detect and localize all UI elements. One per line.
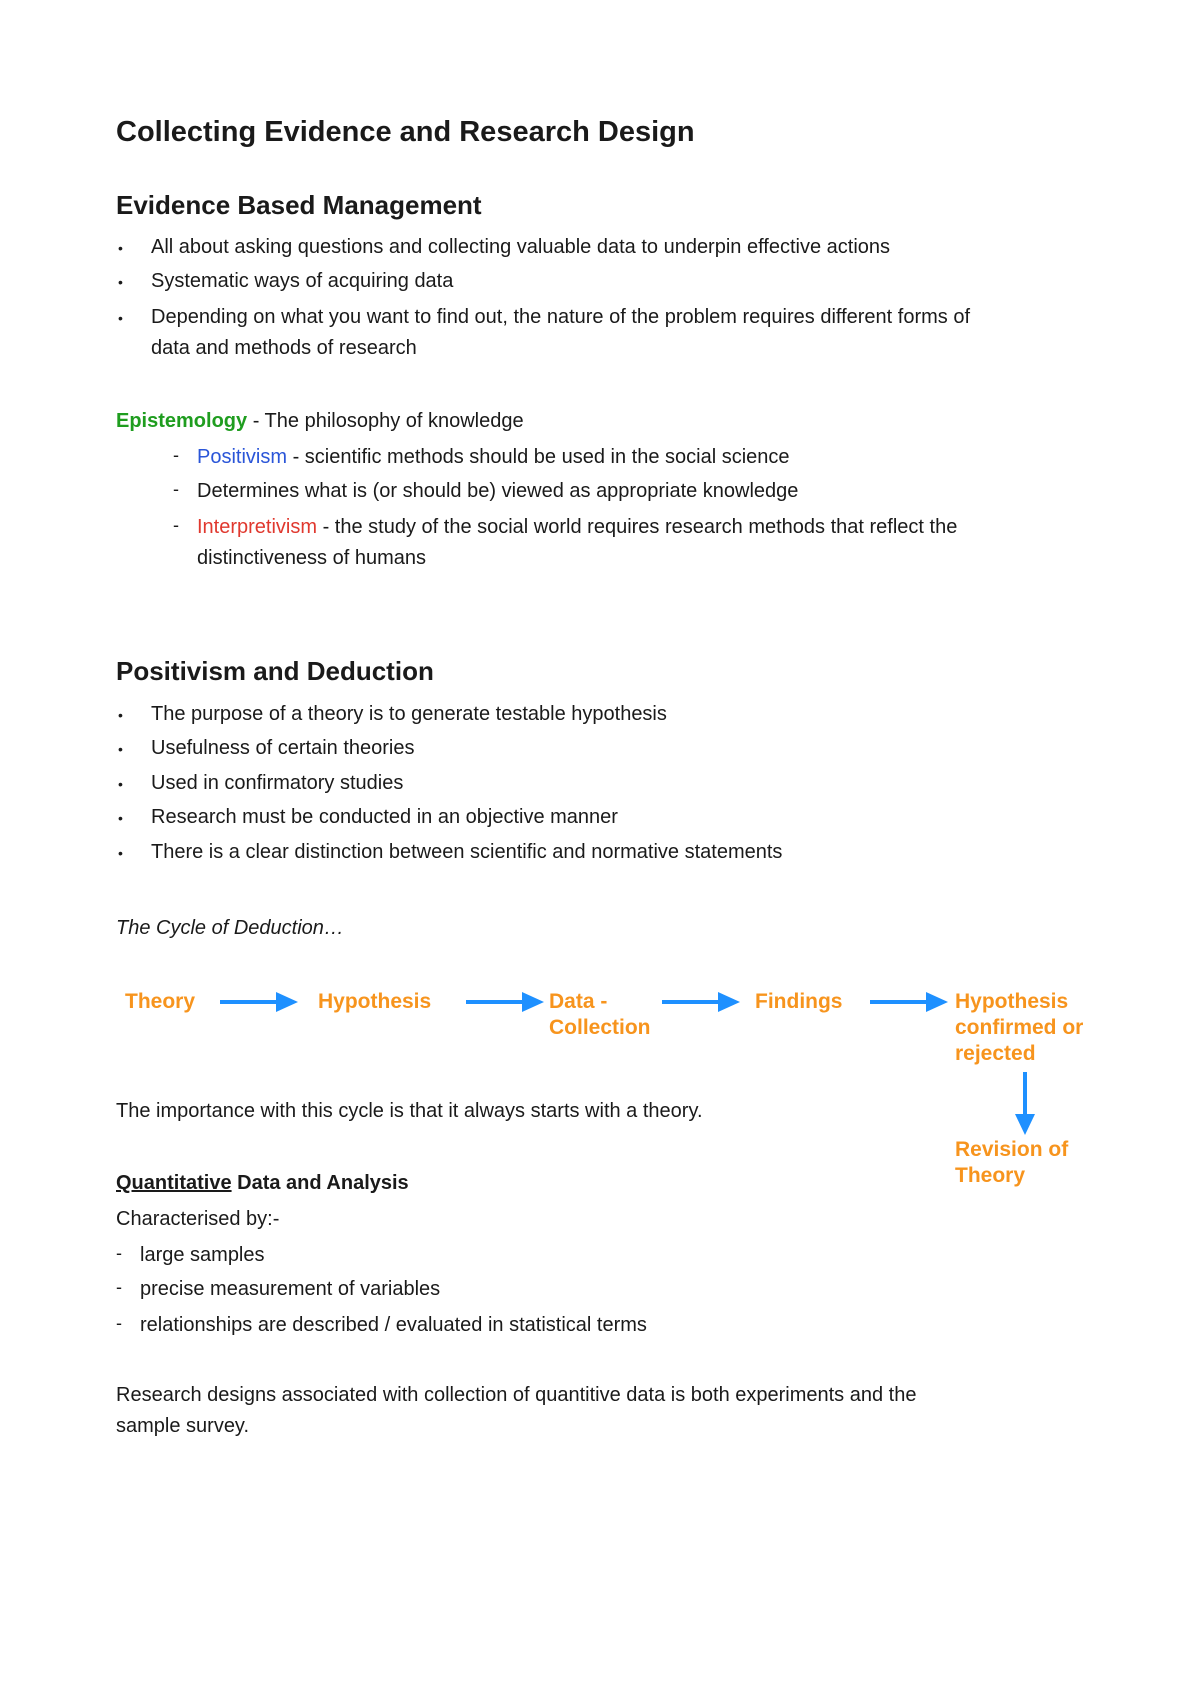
- dash-icon: -: [173, 445, 179, 465]
- list-item: relationships are described / evaluated in statistical terms: [140, 1314, 647, 1336]
- cycle-node-findings: Findings: [755, 990, 843, 1013]
- bullet-icon: •: [118, 776, 123, 792]
- paragraph: Research designs associated with collection of quantitive data is both experiments and the: [116, 1384, 917, 1406]
- cycle-node-revision-of-theory: Revision of Theory: [955, 1138, 1069, 1187]
- list-item: Research must be conducted in an objective manner: [151, 806, 618, 828]
- interpretivism-term: Interpretivism: [197, 516, 318, 538]
- epistemology-term: Epistemology: [116, 410, 248, 432]
- cycle-importance-text: The importance with this cycle is that it always starts with a theory.: [116, 1100, 703, 1122]
- right-arrow-icon: [220, 990, 300, 1014]
- positivism-term: Positivism: [197, 446, 288, 468]
- bullet-icon: •: [118, 240, 123, 256]
- list-item: The purpose of a theory is to generate testable hypothesis: [151, 703, 667, 725]
- cycle-node-hypothesis-confirmed: Hypothesis confirmed or rejected: [955, 990, 1084, 1065]
- list-item: large samples: [140, 1244, 265, 1266]
- bullet-icon: •: [118, 741, 123, 757]
- quantitative-intro: Characterised by:-: [116, 1208, 280, 1230]
- cycle-node-data-collection: Data - Collection: [549, 990, 651, 1039]
- bullet-icon: •: [118, 707, 123, 723]
- list-item: Depending on what you want to find out, the nature of the problem requires different forms of: [151, 306, 971, 328]
- sub-list-item-interpretivism: Interpretivism - the study of the social world requires research methods that reflect the: [197, 516, 958, 538]
- dash-icon: -: [173, 479, 179, 499]
- quantitative-heading: Quantitative Data and Analysis: [116, 1172, 409, 1194]
- bullet-icon: •: [118, 810, 123, 826]
- section-heading-positivism-and-deduction: Positivism and Deduction: [116, 656, 434, 686]
- right-arrow-icon: [466, 990, 546, 1014]
- right-arrow-icon: [662, 990, 742, 1014]
- cycle-caption: The Cycle of Deduction…: [116, 917, 344, 939]
- sub-list-item: Determines what is (or should be) viewed as appropriate knowledge: [197, 480, 799, 502]
- list-item: Usefulness of certain theories: [151, 737, 415, 759]
- dash-icon: -: [116, 1313, 122, 1333]
- dash-icon: -: [173, 515, 179, 535]
- page-title: Collecting Evidence and Research Design: [116, 116, 695, 148]
- list-item: Systematic ways of acquiring data: [151, 270, 454, 292]
- down-arrow-icon: [1013, 1072, 1037, 1136]
- paragraph-continuation: sample survey.: [116, 1415, 250, 1437]
- epistemology-line: [116, 406, 524, 436]
- epistemology-definition: - The philosophy of knowledge: [247, 410, 524, 432]
- bullet-icon: •: [118, 310, 123, 326]
- dash-icon: -: [116, 1277, 122, 1297]
- cycle-node-theory: Theory: [125, 990, 196, 1013]
- dash-icon: -: [116, 1243, 122, 1263]
- list-item-continuation: data and methods of research: [151, 337, 417, 359]
- sub-list-item-continuation: distinctiveness of humans: [197, 547, 427, 569]
- cycle-node-hypothesis: Hypothesis: [318, 990, 432, 1013]
- list-item: There is a clear distinction between scientific and normative statements: [151, 841, 783, 863]
- bullet-icon: •: [118, 274, 123, 290]
- list-item: Used in confirmatory studies: [151, 772, 404, 794]
- list-item: All about asking questions and collecting valuable data to underpin effective actions: [151, 236, 891, 258]
- sub-list-item-positivism: Positivism - scientific methods should be used in the social science: [197, 446, 790, 468]
- list-item: precise measurement of variables: [140, 1278, 441, 1300]
- bullet-icon: •: [118, 845, 123, 861]
- section-heading-evidence-based-management: Evidence Based Management: [116, 190, 482, 220]
- right-arrow-icon: [870, 990, 950, 1014]
